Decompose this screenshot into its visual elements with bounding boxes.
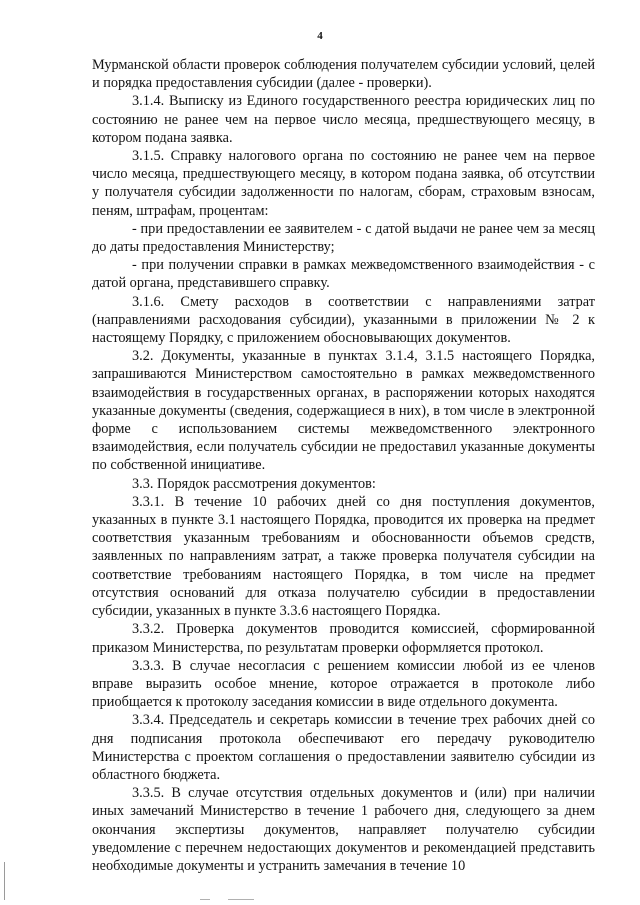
paragraph-3-1-4: 3.1.4. Выписку из Единого государственного реестра юридических лиц по состоянию не ранее чем на первое число месяца, предшествующего месяцу, в котором подана заявка. <box>92 93 595 146</box>
list-item-interagency: - при получении справки в рамках межведомственного взаимодействия - с датой органа, представившего справку. <box>92 257 595 292</box>
paragraph-3-2: 3.2. Документы, указанные в пунктах 3.1.4, 3.1.5 настоящего Порядка, запрашиваются Министерством самостоятельно в рамках межведомственного взаимодействия в государственных органах, в распоряжении которых находятся указанные документы (сведения, содержащиеся в них), в том числе в электронной форме с использованием системы межведомственного электронного взаимодействия, если получатель субсидии не предоставил указанные документы по собственной инициативе. <box>92 348 595 474</box>
document-body <box>92 56 595 875</box>
paragraph-3-3: 3.3. Порядок рассмотрения документов: <box>132 475 376 492</box>
page-number: 4 <box>317 30 323 42</box>
paragraph-3-3-3: 3.3.3. В случае несогласия с решением комиссии любой из ее членов вправе выразить особое мнение, которое отражается в протоколе либо приобщается к протоколу заседания комиссии в виде отдельного документа. <box>92 657 595 711</box>
scan-edge-mark <box>4 862 5 900</box>
paragraph-3-3-2: 3.3.2. Проверка документов проводится комиссией, сформированной приказом Министерства, по результатам проверки оформляется протокол. <box>92 621 595 656</box>
paragraph-3-3-1: 3.3.1. В течение 10 рабочих дней со дня поступления документов, указанных в пункте 3.1 настоящего Порядка, проводится их проверка на предмет соответствия указанным требованиям и обоснованности объемов средств, заявленных по направлениям затрат, а также проверка получателя субсидии на соответствие требованиям настоящего Порядка, в том числе на предмет отсутствия оснований для отказа получателю субсидии в предоставлении субсидии, указанных в пункте 3.3.6 настоящего Порядка. <box>92 493 595 620</box>
list-item-applicant: - при предоставлении ее заявителем - с датой выдачи не ранее чем за месяц до даты предоставления Министерству; <box>92 220 595 256</box>
paragraph-3-1-5: 3.1.5. Справку налогового органа по состоянию не ранее чем на первое число месяца, предшествующего месяцу, в котором подана заявка, об отсутствии у получателя субсидии задолженности по налогам, сборам, страховым взносам, пеням, штрафам, процентам: <box>92 148 595 219</box>
scan-bottom-mark <box>228 899 254 900</box>
paragraph-3-1-6: 3.1.6. Смету расходов в соответствии с направлениями затрат (направлениями расходования субсидии), указанными в приложении № 2 к настоящему Порядку, с приложением обосновывающих документов. <box>92 293 595 347</box>
paragraph-3-3-5: 3.3.5. В случае отсутствия отдельных документов и (или) при наличии иных замечаний Министерство в течение 1 рабочего дня, следующего за днем окончания экспертизы документов, направляет получателю субсидии уведомление с перечнем недостающих документов и рекомендацией представить необходимые документы и устранить замечания в течение 10 <box>92 785 595 874</box>
paragraph-3-3-4: 3.3.4. Председатель и секретарь комиссии в течение трех рабочих дней со дня подписания протокола обеспечивают его передачу руководителю Министерства с проектом соглашения о предоставлении заявителю субсидии из областного бюджета. <box>92 712 595 783</box>
paragraph-continuation: Мурманской области проверок соблюдения получателем субсидии условий, целей и порядка предоставления субсидии (далее - проверки). <box>92 57 595 92</box>
scan-bottom-mark <box>200 899 210 900</box>
